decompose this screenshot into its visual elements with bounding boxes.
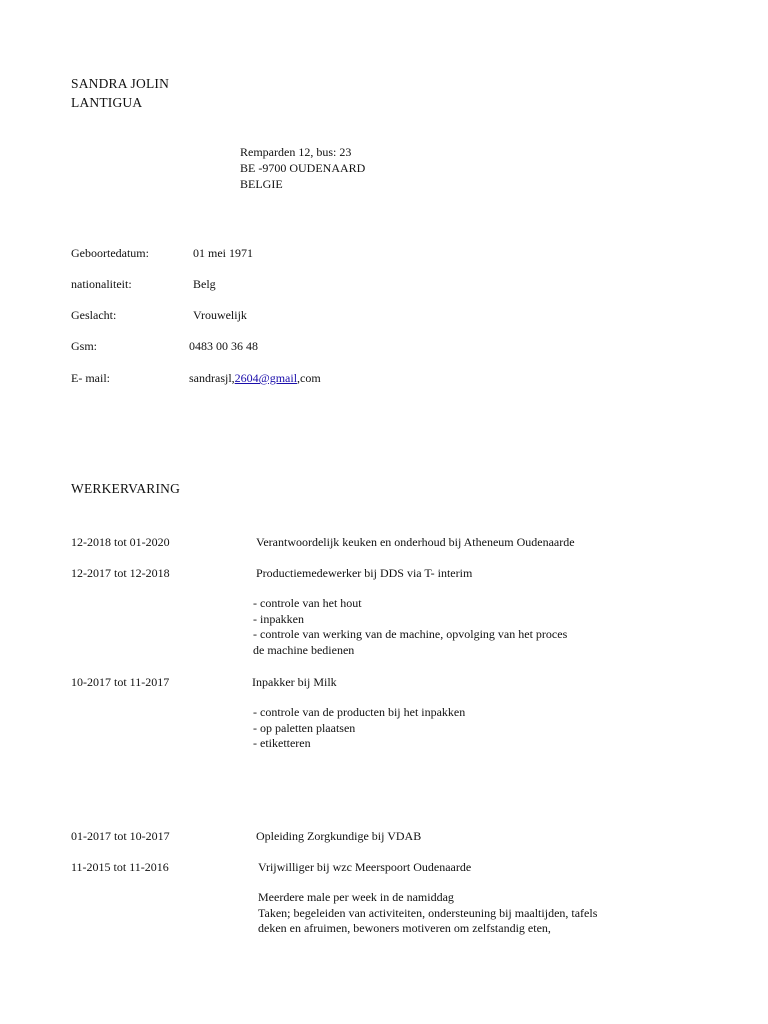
email-prefix: sandrasjl, xyxy=(189,371,235,385)
experience-2-period: 12-2017 tot 12-2018 xyxy=(71,566,170,580)
email-suffix: ,com xyxy=(297,371,321,385)
address-city: BE -9700 OUDENAARD xyxy=(240,161,366,175)
address-street: Remparden 12, bus: 23 xyxy=(240,145,352,159)
birth-value: 01 mei 1971 xyxy=(193,246,253,260)
experience-3-detail: - etiketteren xyxy=(253,736,311,750)
nationality-label: nationaliteit: xyxy=(71,277,132,291)
section-heading-werkervaring: WERKERVARING xyxy=(71,481,181,496)
experience-2-detail: - inpakken xyxy=(253,611,304,626)
phone-value: 0483 00 36 48 xyxy=(189,339,258,353)
experience-2-title: Productiemedewerker bij DDS via T- interim xyxy=(256,566,473,580)
experience-2-details xyxy=(253,596,567,658)
experience-4-period: 01-2017 tot 10-2017 xyxy=(71,829,170,843)
email-value xyxy=(189,370,321,386)
name-line-2: LANTIGUA xyxy=(71,95,143,110)
experience-5-detail: Meerdere male per week in de namiddag xyxy=(258,890,454,904)
birth-label: Geboortedatum: xyxy=(71,246,149,260)
experience-5-period: 11-2015 tot 11-2016 xyxy=(71,860,169,874)
experience-5-detail: Taken; begeleiden van activiteiten, ondersteuning bij maaltijden, tafels xyxy=(258,905,598,920)
nationality-value: Belg xyxy=(193,277,216,291)
phone-label: Gsm: xyxy=(71,339,98,353)
experience-2-detail: - controle van werking van de machine, opvolging van het proces xyxy=(253,627,568,641)
experience-3-details xyxy=(253,705,465,752)
experience-4-title: Opleiding Zorgkundige bij VDAB xyxy=(256,829,422,843)
experience-1-period: 12-2018 tot 01-2020 xyxy=(71,535,170,549)
experience-3-detail: - controle van de producten bij het inpakken xyxy=(253,705,466,719)
gender-label: Geslacht: xyxy=(71,308,117,322)
experience-5-details xyxy=(258,890,597,937)
applicant-name xyxy=(71,74,169,112)
email-label: E- mail: xyxy=(71,371,110,385)
address-country: BELGIE xyxy=(240,177,283,191)
experience-2-detail: - controle van het hout xyxy=(253,596,362,610)
experience-1-title: Verantwoordelijk keuken en onderhoud bij Atheneum Oudenaarde xyxy=(256,535,575,549)
experience-5-detail: deken en afruimen, bewoners motiveren om zelfstandig eten, xyxy=(258,921,551,935)
experience-3-period: 10-2017 tot 11-2017 xyxy=(71,675,170,689)
experience-3-detail: - op paletten plaatsen xyxy=(253,720,356,735)
name-line-1: SANDRA JOLIN xyxy=(71,76,170,91)
address-block xyxy=(240,144,365,192)
experience-5-title: Vrijwilliger bij wzc Meerspoort Oudenaarde xyxy=(258,860,472,874)
email-link[interactable]: 2604@gmail xyxy=(234,371,298,385)
experience-2-detail: de machine bedienen xyxy=(253,642,355,657)
experience-3-title: Inpakker bij Milk xyxy=(252,675,337,689)
gender-value: Vrouwelijk xyxy=(193,308,247,322)
